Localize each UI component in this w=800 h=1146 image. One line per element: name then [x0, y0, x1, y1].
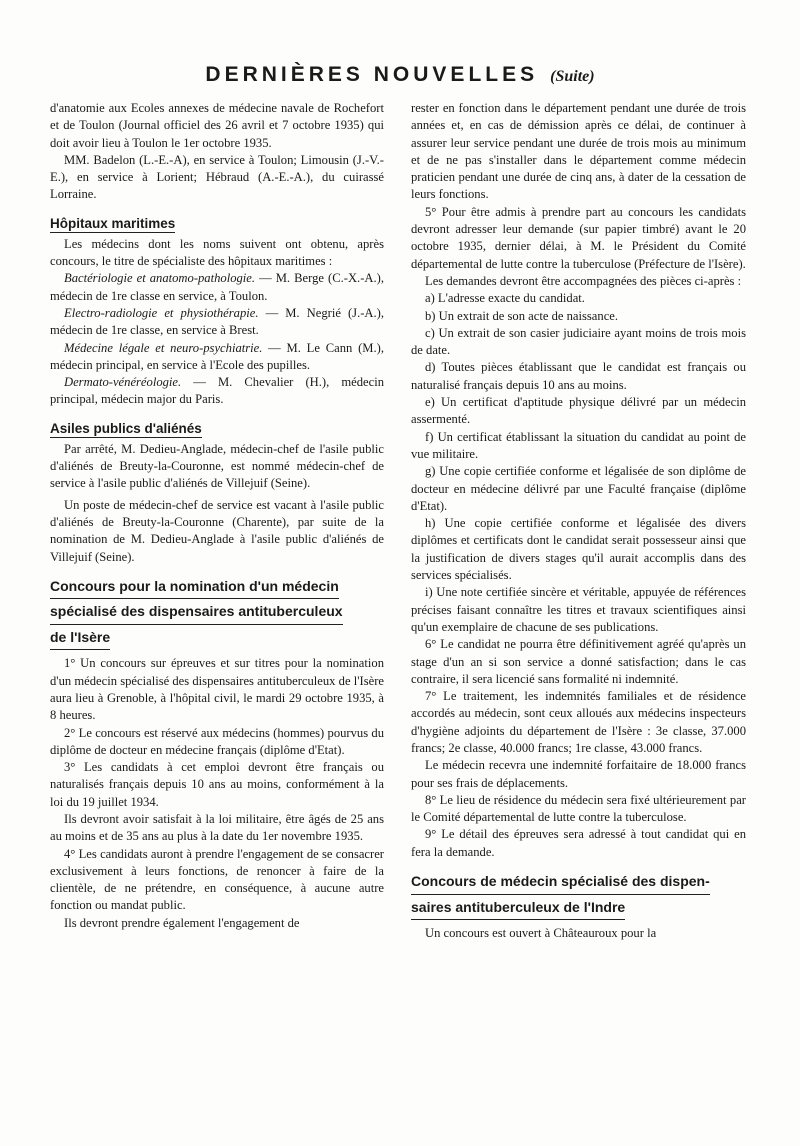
- list-item: h) Une copie certifiée conforme et légalisée des divers diplômes et certificats dont le candidat serait possesseur ainsi que la justification de divers stages qu'il aurait accomplis dans des services spécialisés.: [411, 516, 746, 583]
- paragraph: rester en fonction dans le département pendant une durée de trois années et, en cas de démission après ce délai, de continuer à assurer leur service pendant une durée de trois mois au minimum et de ne pas s'installer dans le département comme médecin praticien pendant une durée de cinq ans, à dater de la cessation de leurs fonctions.: [411, 101, 746, 202]
- paragraph: 5° Pour être admis à prendre part au concours les candidats devront adresser leur demande (sur papier timbré) avant le 20 octobre 1935, dernier délai, à M. le Président du Comité départemental de lutte contre la tuberculose (Préfecture de l'Isère).: [411, 204, 746, 271]
- paragraph: Les demandes devront être accompagnées des pièces ci-après :: [425, 273, 742, 288]
- list-item: d) Toutes pièces établissant que le candidat est français ou naturalisé français depuis 10 ans au moins.: [411, 360, 746, 392]
- paragraph: Les médecins dont les noms suivent ont obtenu, après concours, le titre de spécialiste des hôpitaux maritimes :: [50, 236, 384, 269]
- paragraph: MM. Badelon (L.-E.-A), en service à Toulon; Limousin (J.-V.-E.), en service à Lorient; Hébraud (A.-E.-A.), du cuirassé Lorraine.: [50, 152, 384, 202]
- paragraph: 1° Un concours sur épreuves et sur titres pour la nomination d'un médecin spécialisé des dispensaires antituberculeux de l'Isère aura lieu à Grenoble, à l'hôpital civil, le mardi 29 octobre 1935, à 8 heures.: [50, 656, 384, 723]
- section-heading-hopitaux: Hôpitaux maritimes: [50, 215, 176, 231]
- header-suite: (Suite): [550, 68, 595, 85]
- paragraph: Un poste de médecin-chef de service est vacant à l'asile public d'aliénés de Breuty-la-Couronne (Charente), par suite de la nomination de M. Dedieu-Anglade à l'asile public d'aliénés de Villejuif (Seine).: [50, 497, 384, 564]
- paragraph: Ils devront prendre également l'engagement de: [64, 915, 300, 930]
- left-column: [50, 100, 384, 932]
- list-item: c) Un extrait de son casier judiciaire ayant moins de trois mois de date.: [411, 325, 746, 358]
- paragraph: Médecine légale et neuro-psychiatrie. — M. Le Cann (M.), médecin principal, en service à l'Ecole des pupilles.: [50, 340, 384, 372]
- paragraph: 8° Le lieu de résidence du médecin sera fixé ultérieurement par le Comité départemental de lutte contre la tuberculose.: [411, 792, 746, 825]
- list-item: e) Un certificat d'aptitude physique délivré par un médecin assermenté.: [411, 395, 746, 427]
- section-heading-asiles: Asiles publics d'aliénés: [50, 420, 202, 436]
- paragraph: d'anatomie aux Ecoles annexes de médecine navale de Rochefort et de Toulon (Journal officiel des 26 avril et 7 octobre 1935) qui doit avoir lieu à Toulon le 1er octobre 1935.: [50, 101, 384, 150]
- paragraph: 3° Les candidats à cet emploi devront être français ou naturalisés français depuis 10 ans au moins, conformément à la loi du 19 juillet 1934.: [50, 760, 384, 809]
- paragraph: 2° Le concours est réservé aux médecins (hommes) pourvus du diplôme de docteur en médecine français (diplôme d'Etat).: [50, 725, 384, 757]
- list-item: i) Une note certifiée sincère et véritable, appuyée de références précises faisant connaître les titres et travaux scientifiques ainsi qu'un exemplaire de chacune de ses publications.: [411, 585, 746, 634]
- page-header: [0, 62, 800, 88]
- section-heading-concours-indre: Concours de médecin spécialisé des dispen- saires antituberculeux de l'Indre: [411, 871, 746, 922]
- section-heading-concours-isere: Concours pour la nomination d'un médecin spécialisé des dispensaires antituberculeux de l'Isère: [50, 576, 384, 653]
- paragraph: 6° Le candidat ne pourra être définitivement agréé qu'après un stage d'un an si son service a donné satisfaction; dans le cas contraire, il sera licencié sans formalité ni indemnité.: [411, 637, 746, 686]
- paragraph: 4° Les candidats auront à prendre l'engagement de se consacrer exclusivement à leurs fonctions, de renoncer à faire de la clientèle, de ne prétendre, en conséquence, à aucune autre fonction ou mandat public.: [50, 846, 384, 913]
- paragraph: Le médecin recevra une indemnité forfaitaire de 18.000 francs pour ses frais de déplacements.: [411, 758, 746, 790]
- list-item: a) L'adresse exacte du candidat.: [425, 291, 585, 306]
- list-item: g) Une copie certifiée conforme et légalisée de son diplôme de docteur en médecine délivré par une Faculté française (diplôme d'Etat).: [411, 464, 746, 513]
- paragraph: Dermato-vénéréologie. — M. Chevalier (H.), médecin principal, médecin major du Paris.: [50, 375, 384, 407]
- paragraph: 7° Le traitement, les indemnités familiales et de résidence accordés au médecin, sont ceux alloués aux médecins inspecteurs d'hygiène adjoints du département de l'Isère : 3e classe, 37.000 francs; 2e classe, 40.000 francs; 1re classe, 43.000 francs.: [411, 689, 746, 755]
- list-item: f) Un certificat établissant la situation du candidat au point de vue militaire.: [411, 429, 746, 461]
- paragraph: Bactériologie et anatomo-pathologie. — M. Berge (C.-X.-A.), médecin de 1re classe en service, à Toulon.: [50, 271, 384, 303]
- paragraph: Ils devront avoir satisfait à la loi militaire, être âgés de 25 ans au moins et de 35 ans au plus à la date du 1er novembre 1935.: [50, 812, 384, 844]
- paragraph: Un concours est ouvert à Châteauroux pour la: [425, 926, 657, 941]
- header-title: DERNIÈRES NOUVELLES: [205, 63, 539, 86]
- paragraph: Electro-radiologie et physiothérapie. — M. Negrié (J.-A.), médecin de 1re classe, en service à Brest.: [50, 305, 384, 338]
- right-column: [411, 100, 746, 942]
- paragraph: Par arrêté, M. Dedieu-Anglade, médecin-chef de l'asile public d'aliénés de Breuty-la-Couronne, est nommé médecin-chef de service à l'asile public d'aliénés de Villejuif (Seine).: [50, 441, 384, 491]
- list-item: b) Un extrait de son acte de naissance.: [425, 308, 619, 323]
- paragraph: 9° Le détail des épreuves sera adressé à tout candidat qui en fera la demande.: [411, 827, 746, 859]
